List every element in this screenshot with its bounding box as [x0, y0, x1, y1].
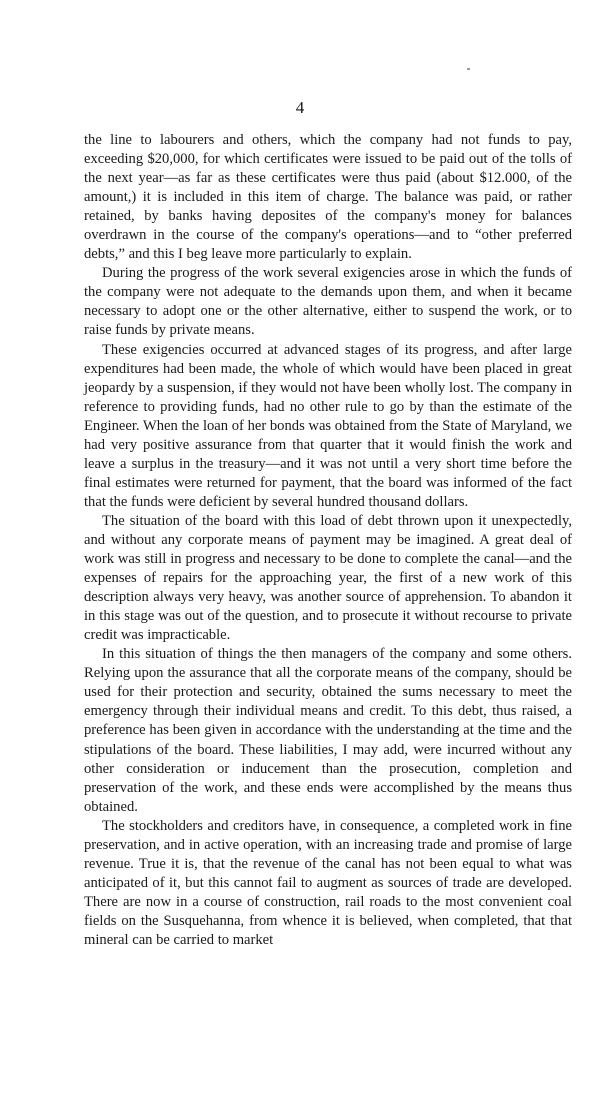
paragraph-continuation: the line to labourers and others, which the company had not funds to pay, exceeding $20,000, for which certificates were issued to be paid out of the tolls of the next year—as far as these certificates were thus paid (about $12.000, of the amount,) it is included in this item of charge. The balance was paid, or rather retained, by banks having deposites of the company's money for balances overdrawn in the course of the company's operations—and to “other preferred debts,” and this I beg leave more particularly to explain.: [84, 132, 572, 263]
body-text: [84, 131, 572, 950]
paragraph-managers: In this situation of things the then managers of the company and some others. Relying upon the assurance that all the corporate means of the company, should be used for their protection and security, obtained the sums necessary to meet the emergency through their individual means and credit. To this debt, thus raised, a preference has been given in accordance with the understanding at the time and the stipulations of the board. These liabilities, I may add, were incurred without any other consideration or inducement than the prosecution, completion and preservation of the work, and these ends were accomplished by the means thus obtained.: [84, 646, 572, 815]
scan-speck: [467, 68, 470, 70]
paragraph-stockholders: The stockholders and creditors have, in consequence, a completed work in fine preservation, and in active operation, with an increasing trade and promise of large revenue. True it is, that the revenue of the canal has not been equal to what was anticipated of it, but this cannot fail to augment as sources of trade are developed. There are now in a course of construction, rail roads to the most convenient coal fields on the Susquehanna, from whence it is believed, when completed, that that mineral can be carried to market: [84, 817, 572, 948]
paragraph-expenditures: These exigencies occurred at advanced stages of its progress, and after large expenditures had been made, the whole of which would have been placed in great jeopardy by a suspension, if they would not have been wholly lost. The company in reference to providing funds, had no other rule to go by than the estimate of the Engineer. When the loan of her bonds was obtained from the State of Maryland, we had very positive assurance from that quarter that it would finish the work and leave a surplus in the treasury—and it was not until a very short time before the final estimates were returned for payment, that the board was informed of the fact that the funds were deficient by several hundred thousand dollars.: [84, 341, 572, 510]
paragraph-situation: The situation of the board with this load of debt thrown upon it unexpectedly, and without any corporate means of payment may be imagined. A great deal of work was still in progress and necessary to be done to complete the canal—and the expenses of repairs for the approaching year, the first of a new work of this description always very heavy, was another source of apprehension. To abandon it in this stage was out of the question, and to prosecute it without recourse to private credit was impracticable.: [84, 512, 572, 644]
page-number: 4: [295, 98, 305, 117]
paragraph-exigencies: During the progress of the work several exigencies arose in which the funds of the company were not adequate to the demands upon them, and when it became necessary to adopt one or the other alternative, either to suspend the work, or to raise funds by private means.: [84, 265, 572, 339]
